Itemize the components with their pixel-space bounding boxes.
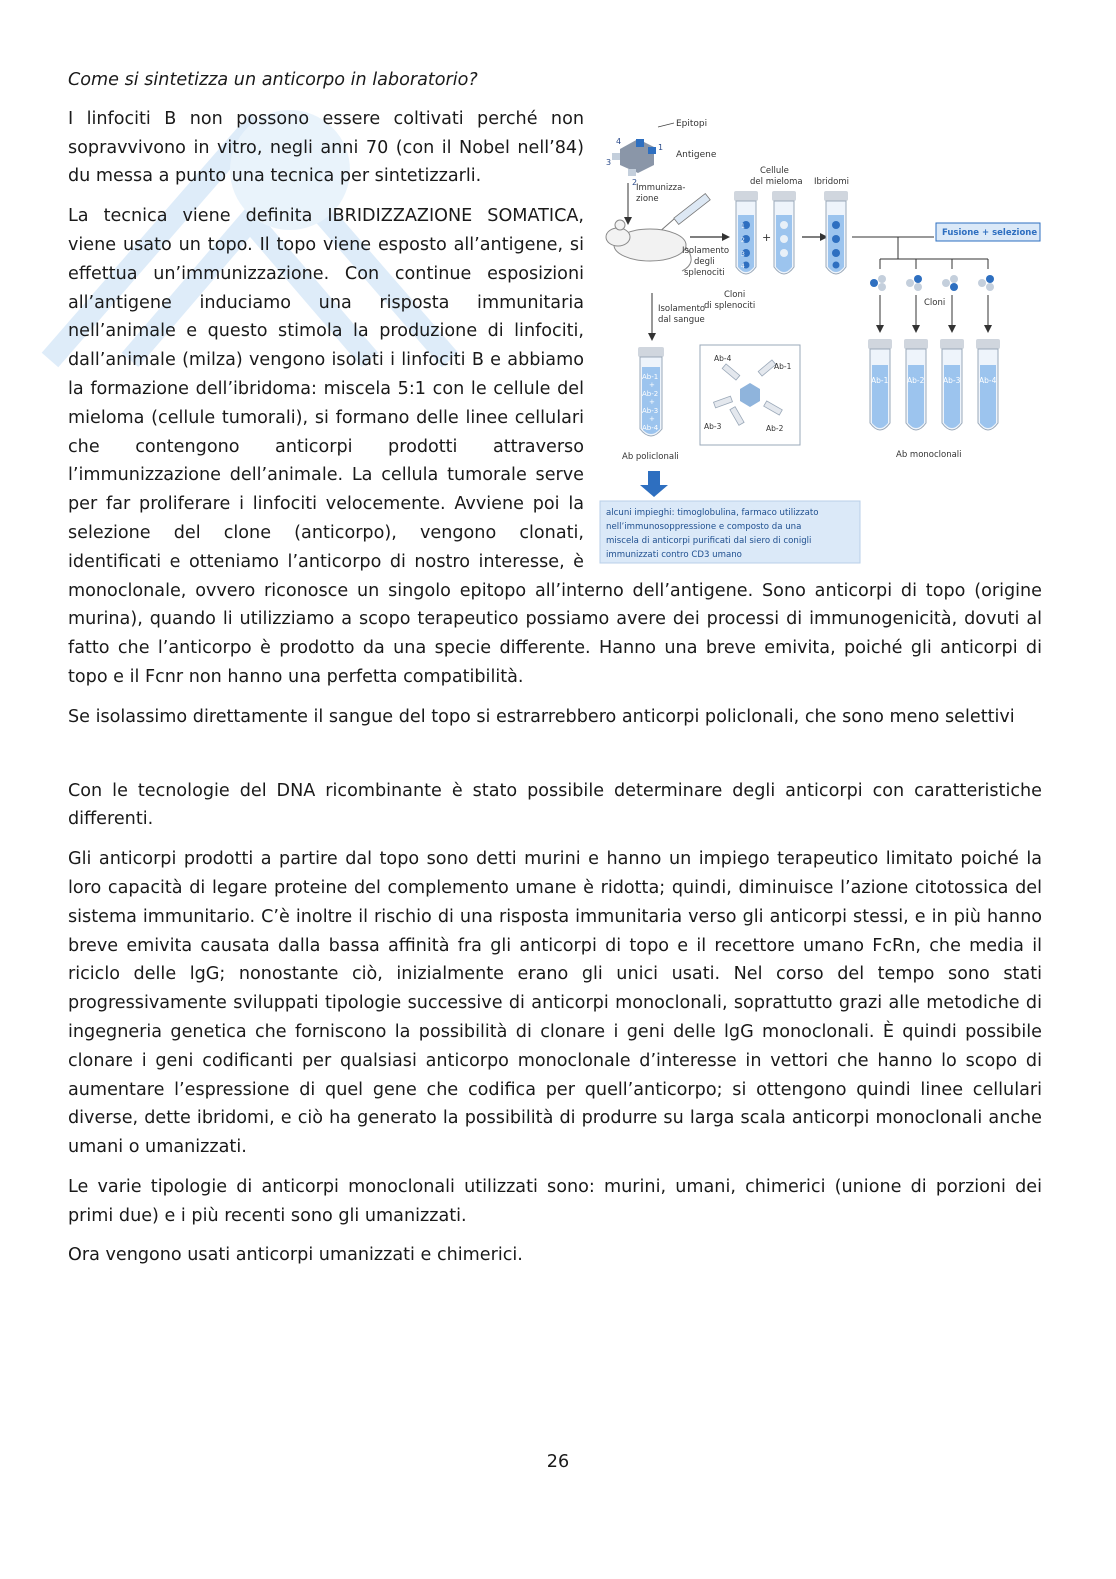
label-ab-policlonali: Ab policlonali (622, 451, 679, 462)
poly-tube-ab2: Ab-2 (642, 389, 659, 398)
plus-sign: + (762, 230, 772, 244)
label-isolamento-splenociti-1: Isolamento (682, 245, 730, 256)
types-paragraph: Le varie tipologie di anticorpi monoclonali utilizzati sono: murini, umani, chimerici (unione di porzioni dei primi due) e i più recenti sono gli umanizzati. (68, 1176, 1042, 1226)
poly-tube-plus-3: + (649, 414, 655, 423)
page-number: 26 (546, 1452, 570, 1472)
label-ab-monoclonali: Ab monoclonali (896, 449, 962, 460)
epitope-number-4: 4 (616, 136, 622, 146)
usage-box-line-3: miscela di anticorpi purificati dal siero di conigli (606, 535, 812, 546)
box-label-ab3: Ab-3 (704, 421, 722, 431)
label-antigene: Antigene (676, 149, 717, 160)
down-arrow-icon (640, 471, 668, 497)
mono-tube-label-ab2: Ab-2 (907, 375, 925, 385)
usage-box-line-1: alcuni impieghi: timoglobulina, farmaco utilizzato (606, 507, 819, 518)
selected-clones (870, 275, 994, 291)
usage-box-line-2: nell’immunosoppressione e composto da una (606, 521, 802, 532)
box-label-ab2: Ab-2 (766, 423, 784, 433)
label-cloni-splenociti-1: Cloni (724, 289, 746, 300)
tube-clone-3: 3 (741, 250, 745, 258)
tube-splenocyte-clones (734, 191, 758, 274)
label-isolamento-splenociti-2: degli (694, 256, 715, 267)
poly-tube-ab1: Ab-1 (642, 372, 659, 381)
poly-tube-plus-1: + (649, 380, 655, 389)
label-isolamento-sangue-1: Isolamento (658, 303, 706, 314)
label-cellule-mieloma-2: del mieloma (750, 176, 803, 187)
hybridoma-figure (598, 113, 1042, 565)
polyclonal-paragraph: Se isolassimo direttamente il sangue del topo si estrarrebbero anticorpi policlonali, che sono meno selettivi (68, 706, 1015, 727)
label-immunizzazione-2: zione (636, 193, 659, 204)
epitope-number-1: 1 (658, 142, 664, 152)
main-text (68, 66, 1042, 1281)
epitope-number-3: 3 (606, 157, 612, 167)
label-cloni: Cloni (924, 297, 946, 308)
mono-tube-label-ab3: Ab-3 (943, 375, 961, 385)
poly-tube-ab4: Ab-4 (642, 423, 659, 432)
epitope-number-2: 2 (632, 177, 638, 187)
tube-clone-4: 4 (741, 262, 745, 270)
murine-paragraph: Gli anticorpi prodotti a partire dal topo sono detti murini e hanno un impiego terapeutico limitato poiché la loro capacità di legare proteine del complemento umane è ridotta; quindi, diminuisce l’azione citotossica del sistema immunitario. C’è inoltre il rischio di una risposta immunitaria verso gli anticorpi stessi, e in più hanno breve emivita causata dalla bassa affinità fra gli anticorpi di topo e il recettore umano FcRn, che media il riciclo delle lgG; nonostante ciò, inizialmente erano gli unici usati. Nel corso del tempo sono stati progressivamente sviluppati tipologie successive di anticorpi monoclonali, soprattutto grazi alle metodiche di ingegneria genetica che forniscono la possibilità di clonare i geni delle lgG monoclonali. È quindi possibile clonare i geni codificanti per qualsiasi anticorpo monoclonale d’interesse in vettori che hanno lo scopo di aumentare l’espressione di quel gene che codifica per quell’anticorpo; si ottengono quindi linee cellulari diverse, dette ibridomi, e ciò ha generato la possibilità di produrre su larga scala anticorpi monoclonali anche umani o umanizzati. (68, 849, 1042, 1158)
label-isolamento-splenociti-3: splenociti (684, 267, 725, 278)
syringe-icon (658, 193, 710, 232)
box-label-ab1: Ab-1 (774, 361, 792, 371)
label-fusione-selezione: Fusione + selezione (942, 227, 1038, 238)
label-cellule-mieloma-1: Cellule (760, 165, 789, 176)
tube-myeloma (772, 191, 796, 274)
poly-tube-ab3: Ab-3 (642, 406, 659, 415)
label-epitopi: Epitopi (676, 118, 708, 129)
box-label-ab4: Ab-4 (714, 353, 732, 363)
label-ibridomi: Ibridomi (814, 176, 849, 187)
section-question: Come si sintetizza un anticorpo in laboratorio? (68, 70, 478, 90)
hybridoma-diagram (598, 113, 1042, 565)
dna-paragraph: Con le tecnologie del DNA ricombinante è stato possibile determinare degli anticorpi con caratteristiche differenti. (68, 780, 1042, 830)
branch-lines (852, 237, 988, 269)
technique-paragraph: La tecnica viene definita IBRIDIZZAZIONE SOMATICA, viene usato un topo. Il topo viene esposto all’antigene, si effettua un’immunizzazione. Con continue esposizioni all’antigene induciamo una risposta immunitaria nell’animale e questo stimola la produzione di linfociti, dall’animale (milza) vengono isolati i linfociti B e abbiamo la formazione dell’ibridoma: miscela 5:1 con le cellule del mieloma (cellule tumorali), si formano delle linee cellulari che contengono anticorpi prodotti attraverso l’immunizzazione dell’animale. La cellula tumorale serve per far proliferare i linfociti velocemente. Avviene poi la selezione del clone (anticorpo), vengono clonati, identificati e otteniamo l’anticorpo di nostro interesse, è monoclonale, ovvero riconosce un singolo epitopo all’interno dell’antigene. Sono anticorpi di topo (origine murina), quando li utilizziamo a scopo terapeutico possiamo avere dei processi di immunogenicità, dovuti al fatto che l’anticorpo è prodotto da una specie differente. Hanno una breve emivita, poiché gli anticorpi di topo e il Fcnr non hanno una perfetta compatibilità. (68, 206, 1042, 687)
intro-paragraph: I linfociti B non possono essere coltivati perché non sopravvivono in vitro, negli anni 70 (con il Nobel nell’84) du messa a punto una tecnica per sintetizzarli. (68, 108, 584, 187)
mouse-icon (606, 220, 691, 271)
label-isolamento-sangue-2: dal sangue (658, 314, 705, 325)
tube-clone-2: 2 (741, 236, 745, 244)
usage-box-line-4: immunizzati contro CD3 umano (606, 549, 742, 560)
closing-paragraph: Ora vengono usati anticorpi umanizzati e chimerici. (68, 1245, 523, 1266)
mono-tube-label-ab4: Ab-4 (979, 375, 997, 385)
mono-tube-label-ab1: Ab-1 (871, 375, 889, 385)
poly-tube-plus-2: + (649, 397, 655, 406)
tube-hybridoma (824, 191, 848, 274)
tube-clone-1: 1 (741, 222, 745, 230)
label-immunizzazione-1: Immunizza- (636, 182, 686, 193)
clone-arrowheads (876, 325, 992, 333)
label-cloni-splenociti-2: di splenociti (704, 300, 756, 311)
